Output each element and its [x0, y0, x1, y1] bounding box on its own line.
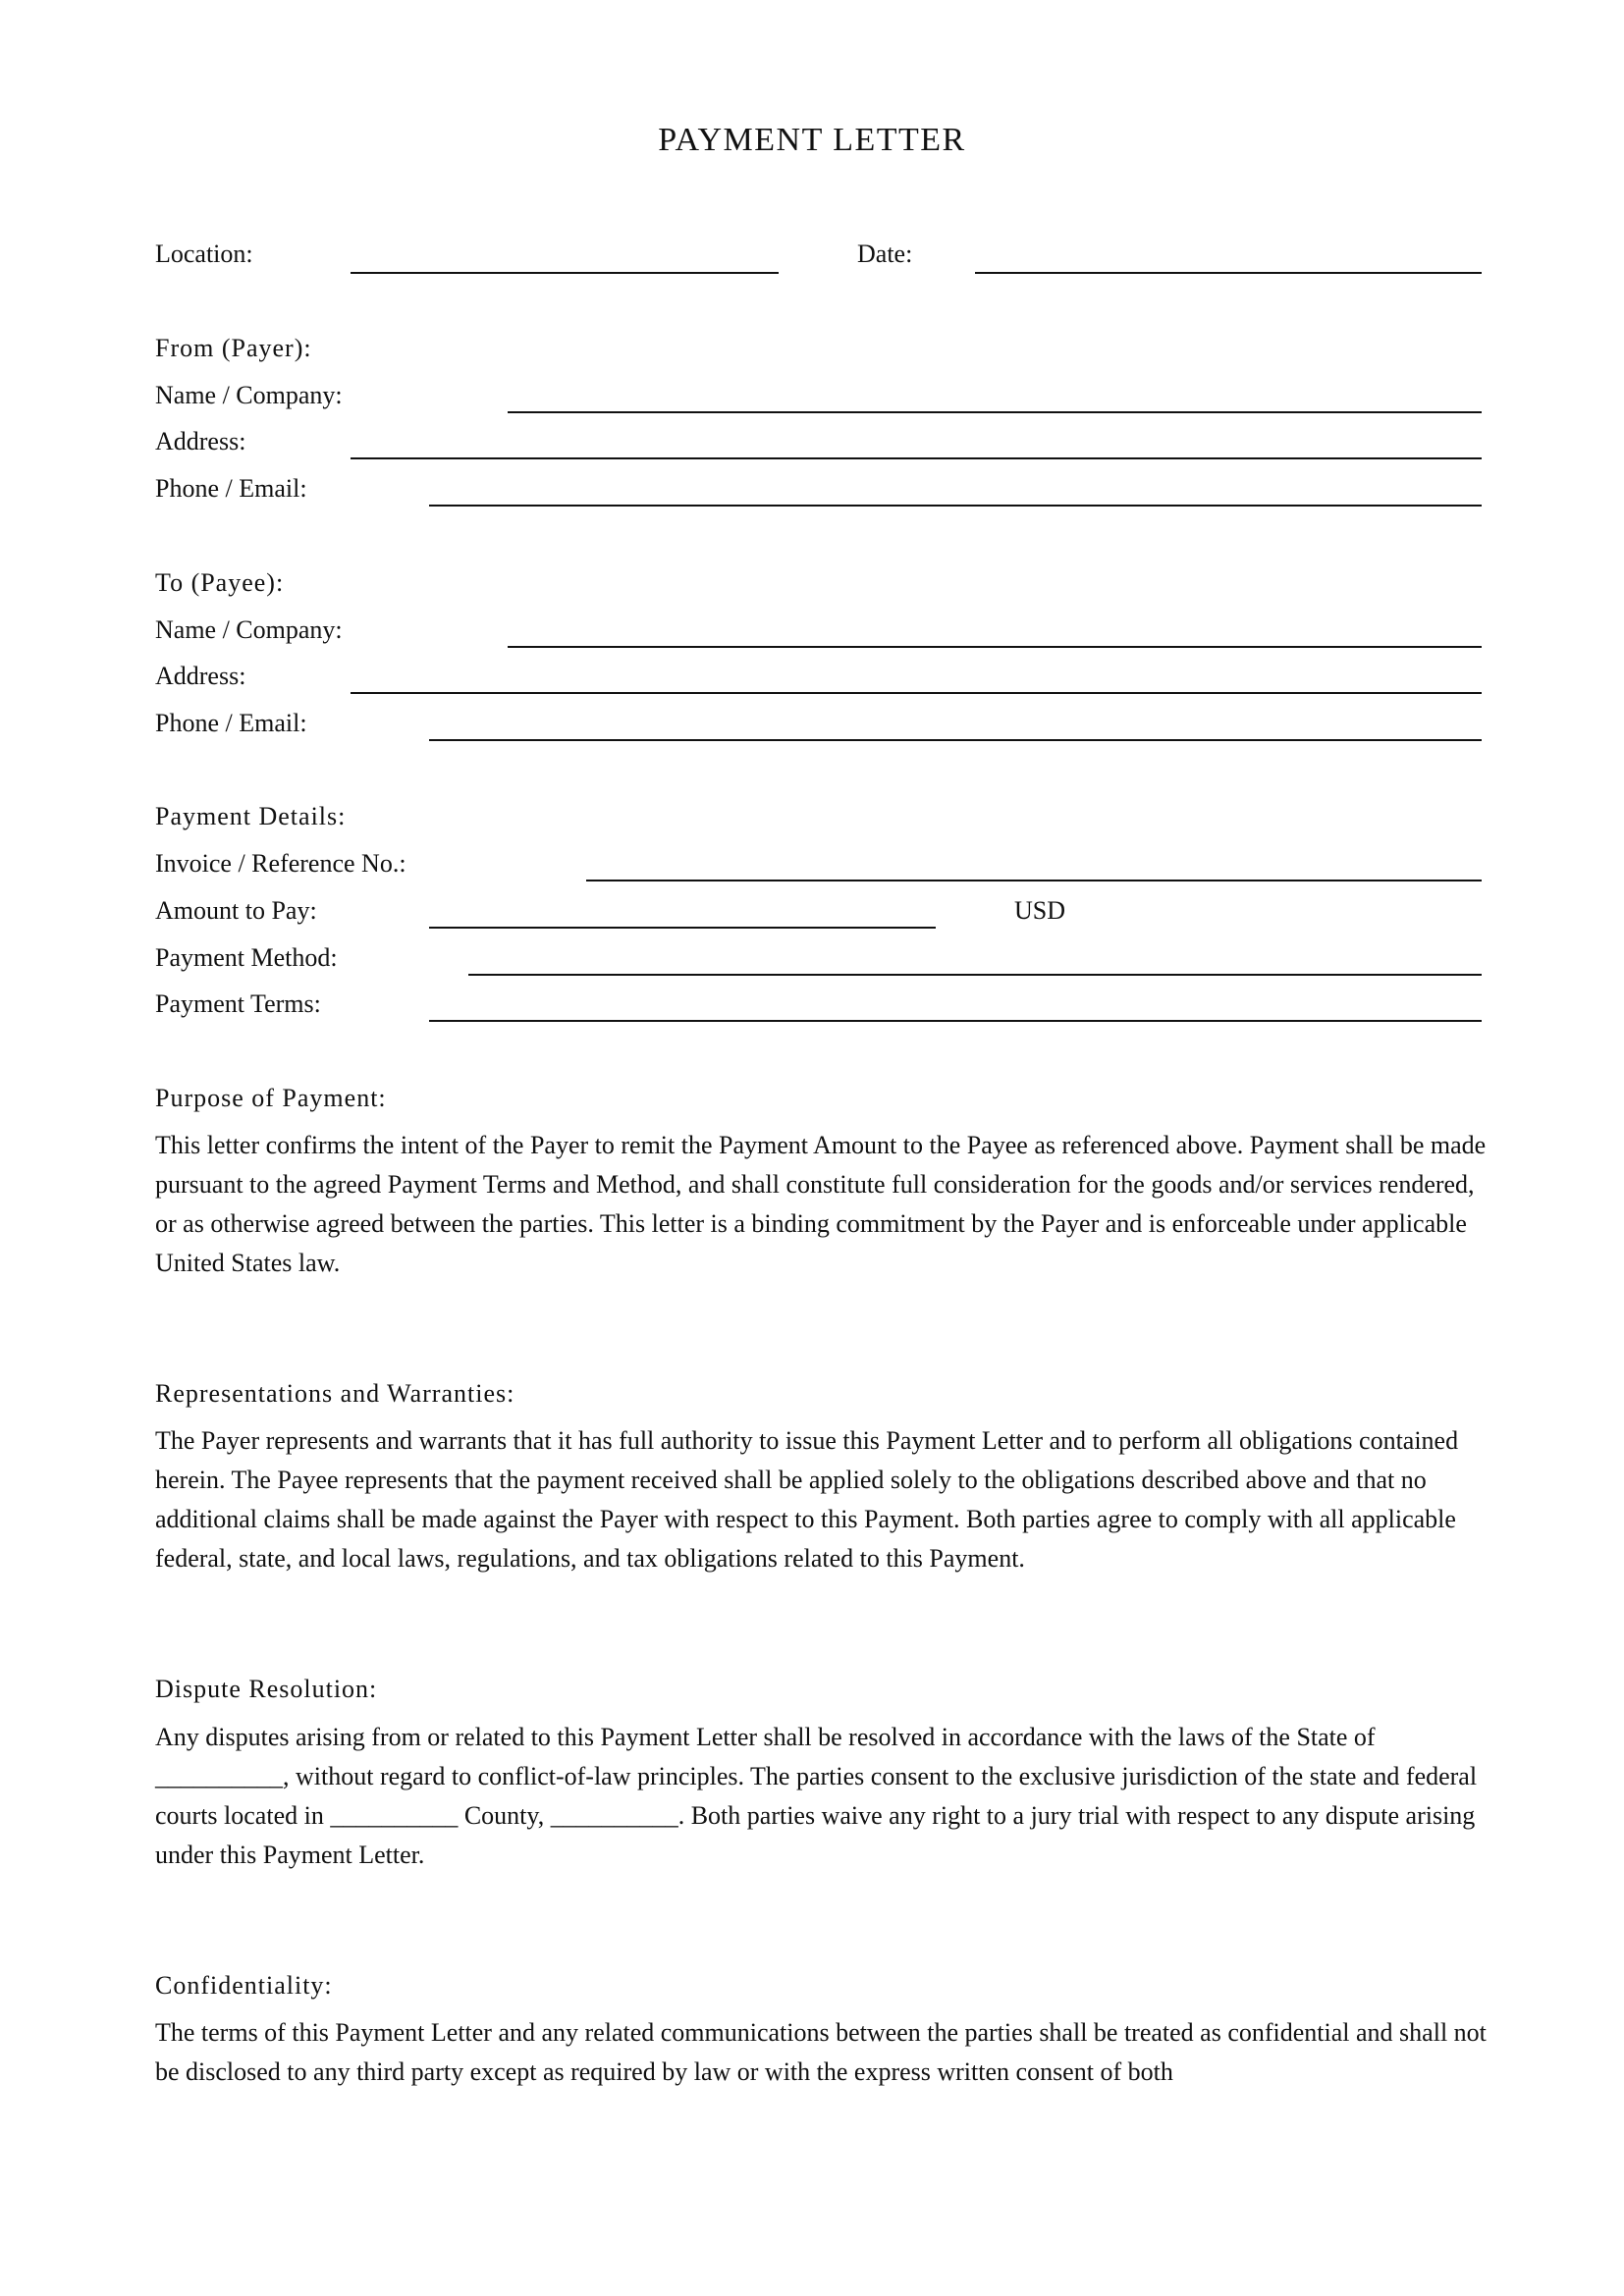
to-address-field[interactable]	[351, 692, 1482, 694]
to-address-label: Address:	[155, 662, 246, 690]
method-label: Payment Method:	[155, 943, 338, 972]
amount-field[interactable]	[429, 927, 936, 929]
from-name-field[interactable]	[508, 411, 1482, 413]
location-label: Location:	[155, 240, 253, 268]
representations-text: The Payer represents and warrants that it has full authority to issue this Payment Letter and to perform all obligations contained herein. The Payee represents that the payment received shall be applied solely to the obligations described above and that no additional claims shall be made against the Payer with respect to this Payment. Both parties agree to comply with all applicable federal, state, and local laws, regulations, and tax obligations related to this Payment.	[155, 1426, 1459, 1573]
payment-heading: Payment Details:	[155, 802, 347, 830]
method-field[interactable]	[468, 974, 1482, 976]
from-address-field[interactable]	[351, 457, 1482, 459]
from-address-label: Address:	[155, 427, 246, 455]
amount-label: Amount to Pay:	[155, 896, 317, 925]
currency-label: USD	[1014, 896, 1066, 925]
document-title: PAYMENT LETTER	[658, 122, 966, 158]
date-field[interactable]	[975, 272, 1482, 274]
from-contact-field[interactable]	[429, 505, 1482, 507]
reference-label: Invoice / Reference No.:	[155, 849, 406, 878]
to-heading: To (Payee):	[155, 568, 285, 597]
purpose-heading: Purpose of Payment:	[155, 1084, 387, 1112]
location-field[interactable]	[351, 272, 779, 274]
from-name-label: Name / Company:	[155, 381, 343, 409]
from-contact-label: Phone / Email:	[155, 474, 307, 503]
dispute-heading: Dispute Resolution:	[155, 1675, 378, 1703]
to-name-field[interactable]	[508, 646, 1482, 648]
dispute-text: Any disputes arising from or related to this Payment Letter shall be resolved in accordance with the laws of the State of __________, without regard to conflict-of-law principles. The parties consent to the exclusive jurisdiction of the state and federal courts located in __________ County, __________. Both parties waive any right to a jury trial with respect to any dispute arising under this Payment Letter.	[155, 1723, 1478, 1869]
to-contact-field[interactable]	[429, 739, 1482, 741]
date-label: Date:	[857, 240, 913, 268]
to-contact-label: Phone / Email:	[155, 709, 307, 737]
to-name-label: Name / Company:	[155, 615, 343, 644]
from-heading: From (Payer):	[155, 334, 312, 362]
confidentiality-text: The terms of this Payment Letter and any related communications between the parties shall be treated as confidential and shall not be disclosed to any third party except as required by law or with the express written consent of both	[155, 2018, 1487, 2086]
purpose-text: This letter confirms the intent of the Payer to remit the Payment Amount to the Payee as referenced above. Payment shall be made pursuant to the agreed Payment Terms and Method, and shall constitute full consideration for the goods and/or services rendered, or as otherwise agreed between the parties. This letter is a binding commitment by the Payer and is enforceable under applicable United States law.	[155, 1131, 1487, 1277]
reference-field[interactable]	[586, 880, 1482, 881]
terms-label: Payment Terms:	[155, 989, 321, 1018]
terms-field[interactable]	[429, 1020, 1482, 1022]
representations-heading: Representations and Warranties:	[155, 1379, 515, 1408]
confidentiality-heading: Confidentiality:	[155, 1971, 333, 2000]
